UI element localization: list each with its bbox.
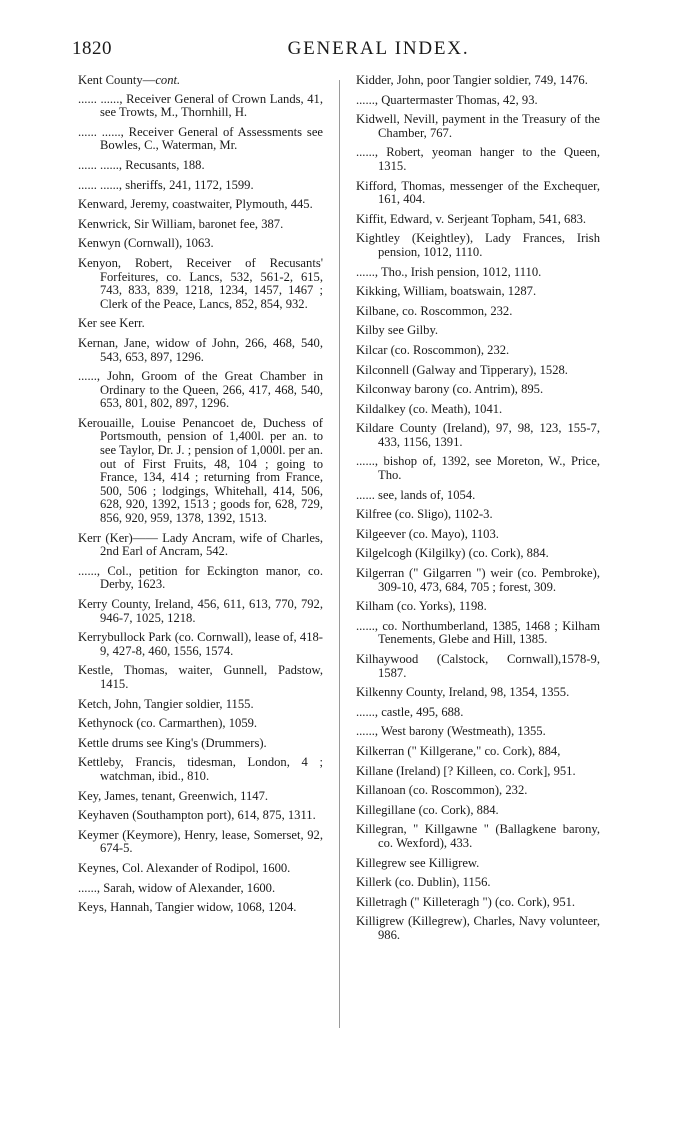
index-entry: Keymer (Keymore), Henry, lease, Somerset, 92, 674-5. — [78, 827, 323, 856]
index-entry: ......, Col., petition for Eckington manor, co. Derby, 1623. — [78, 563, 323, 592]
index-entry: Kethynock (co. Carmarthen), 1059. — [78, 716, 258, 731]
index-entry: Kenward, Jeremy, coastwaiter, Plymouth, 445. — [78, 197, 313, 212]
page-number: 1820 — [72, 38, 112, 59]
index-entry: Kilcar (co. Roscommon), 232. — [356, 342, 510, 357]
index-entry: Kilbane, co. Roscommon, 232. — [356, 303, 513, 318]
index-entry: ......, John, Groom of the Great Chamber in Ordinary to the Queen, 266, 417, 468, 540, 653, 801, 802, 897, 1296. — [78, 369, 323, 411]
index-entry: Kilconway barony (co. Antrim), 895. — [356, 382, 544, 397]
column-divider — [339, 80, 340, 1028]
index-entry: Kilgerran (" Gilgarren ") weir (co. Pembroke), 309-10, 473, 684, 705 ; forest, 309. — [356, 566, 600, 594]
index-entry: Killegillane (co. Cork), 884. — [356, 802, 499, 817]
continued-heading-label: Kent County— — [78, 73, 156, 87]
index-column-left — [78, 74, 323, 921]
running-title: GENERAL INDEX. — [287, 38, 470, 59]
index-entry: ...... ......, Receiver General of Crown Lands, 41, see Trowts, M., Thornhill, H. — [78, 91, 323, 120]
index-entry: Ketch, John, Tangier soldier, 1155. — [78, 696, 254, 711]
index-entry: Kernan, Jane, widow of John, 266, 468, 540, 543, 653, 897, 1296. — [78, 335, 323, 364]
index-entry: Kettleby, Francis, tidesman, London, 4 ; watchman, ibid., 810. — [78, 755, 323, 783]
index-entry: Kilfree (co. Sligo), 1102-3. — [356, 507, 493, 522]
index-entry: Kenwrick, Sir William, baronet fee, 387. — [78, 216, 284, 231]
index-entry: ...... ......, Recusants, 188. — [78, 157, 205, 172]
index-entry: Kildalkey (co. Meath), 1041. — [356, 401, 503, 416]
index-entry: Ker see Kerr. — [78, 316, 145, 331]
right-entries-list — [356, 74, 600, 943]
index-entry: Kiffit, Edward, v. Serjeant Topham, 541, 683. — [356, 211, 587, 226]
index-entry: Kidwell, Nevill, payment in the Treasury of the Chamber, 767. — [356, 112, 600, 140]
index-entry: Kightley (Keightley), Lady Frances, Irish pension, 1012, 1110. — [356, 231, 600, 259]
index-entry: Kestle, Thomas, waiter, Gunnell, Padstow, 1415. — [78, 663, 323, 691]
index-entry: ...... ......, Receiver General of Assessments see Bowles, C., Waterman, Mr. — [78, 124, 323, 153]
index-entry: ......, Sarah, widow of Alexander, 1600. — [78, 880, 276, 895]
index-entry: Kilkerran (" Killgerane," co. Cork), 884, — [356, 743, 561, 758]
index-entry: Keys, Hannah, Tangier widow, 1068, 1204. — [78, 900, 297, 915]
index-entry: Kilham (co. Yorks), 1198. — [356, 599, 487, 614]
index-entry: Killerk (co. Dublin), 1156. — [356, 875, 491, 890]
index-entry: Keyhaven (Southampton port), 614, 875, 1311. — [78, 808, 316, 823]
index-entry: Kilkenny County, Ireland, 98, 1354, 1355. — [356, 685, 570, 700]
index-entry: Kettle drums see King's (Drummers). — [78, 735, 267, 750]
index-entry: Kerouaille, Louise Penancoet de, Duchess of Portsmouth, pension of 1,400l. per an. to see Taylor, Dr. J. ; pension of 1,000l. per an. out of First Fruits, 48, 104 ; going to France, 134, 414 ; returning from France, 500, 506 ; lodgings, Whitehall, 414, 506, 628, 920, 1392, 1513 ; goods for, 628, 729, 856, 920, 959, 1378, 1392, 1513. — [78, 415, 323, 526]
index-entry: Kilgelcogh (Kilgilky) (co. Cork), 884. — [356, 546, 549, 561]
index-entry: ......, bishop of, 1392, see Moreton, W., Price, Tho. — [356, 454, 600, 483]
index-entry: ......, castle, 495, 688. — [356, 704, 464, 719]
index-entry: Kikking, William, boatswain, 1287. — [356, 284, 537, 299]
index-entry: ......, Tho., Irish pension, 1012, 1110. — [356, 264, 542, 279]
index-entry: ...... ......, sheriffs, 241, 1172, 1599. — [78, 177, 254, 192]
continued-heading — [78, 74, 323, 88]
continued-suffix: cont. — [155, 73, 181, 87]
index-entry: Kilhaywood (Calstock, Cornwall),1578-9, 1587. — [356, 652, 600, 680]
index-entry: Killegrew see Killigrew. — [356, 855, 480, 870]
index-entry: Kilby see Gilby. — [356, 323, 439, 338]
index-entry: Key, James, tenant, Greenwich, 1147. — [78, 788, 269, 803]
left-entries-list — [78, 93, 323, 915]
index-entry: Kifford, Thomas, messenger of the Exchequer, 161, 404. — [356, 178, 600, 207]
index-entry: Kenyon, Robert, Receiver of Recusants' Forfeitures, co. Lancs, 532, 561-2, 615, 743, 833, 839, 1218, 1234, 1457, 1467 ; Clerk of the Peace, Lancs, 852, 854, 932. — [78, 255, 323, 311]
index-entry: Kenwyn (Cornwall), 1063. — [78, 236, 214, 251]
page-header — [72, 38, 645, 68]
index-entry: Killigrew (Killegrew), Charles, Navy volunteer, 986. — [356, 914, 600, 942]
index-entry: Keynes, Col. Alexander of Rodipol, 1600. — [78, 860, 291, 875]
index-entry: Killetragh (" Killeteragh ") (co. Cork), 951. — [356, 894, 576, 909]
index-column-right — [356, 74, 600, 949]
index-entry: ......, West barony (Westmeath), 1355. — [356, 724, 546, 739]
index-entry: Killane (Ireland) [? Killeen, co. Cork], 951. — [356, 763, 576, 778]
index-entry: Kerrybullock Park (co. Cornwall), lease of, 418-9, 427-8, 460, 1556, 1574. — [78, 630, 323, 658]
index-entry: Kerry County, Ireland, 456, 611, 613, 770, 792, 946-7, 1025, 1218. — [78, 597, 323, 625]
index-entry: Kidder, John, poor Tangier soldier, 749, 1476. — [356, 73, 588, 87]
index-entry: Kildare County (Ireland), 97, 98, 123, 155-7, 433, 1156, 1391. — [356, 421, 600, 449]
index-entry: Killegran, " Killgawne " (Ballagkene barony, co. Wexford), 433. — [356, 822, 600, 850]
index-entry: Kerr (Ker)—— Lady Ancram, wife of Charles, 2nd Earl of Ancram, 542. — [78, 530, 323, 559]
index-entry: Killanoan (co. Roscommon), 232. — [356, 783, 528, 798]
index-entry: ......, Robert, yeoman hanger to the Queen, 1315. — [356, 145, 600, 173]
index-entry: ...... see, lands of, 1054. — [356, 487, 476, 502]
index-entry: Kilgeever (co. Mayo), 1103. — [356, 526, 499, 541]
index-entry: ......, Quartermaster Thomas, 42, 93. — [356, 92, 538, 107]
index-entry: Kilconnell (Galway and Tipperary), 1528. — [356, 362, 568, 377]
index-entry: ......, co. Northumberland, 1385, 1468 ; Kilham Tenements, Glebe and Hill, 1385. — [356, 618, 600, 647]
